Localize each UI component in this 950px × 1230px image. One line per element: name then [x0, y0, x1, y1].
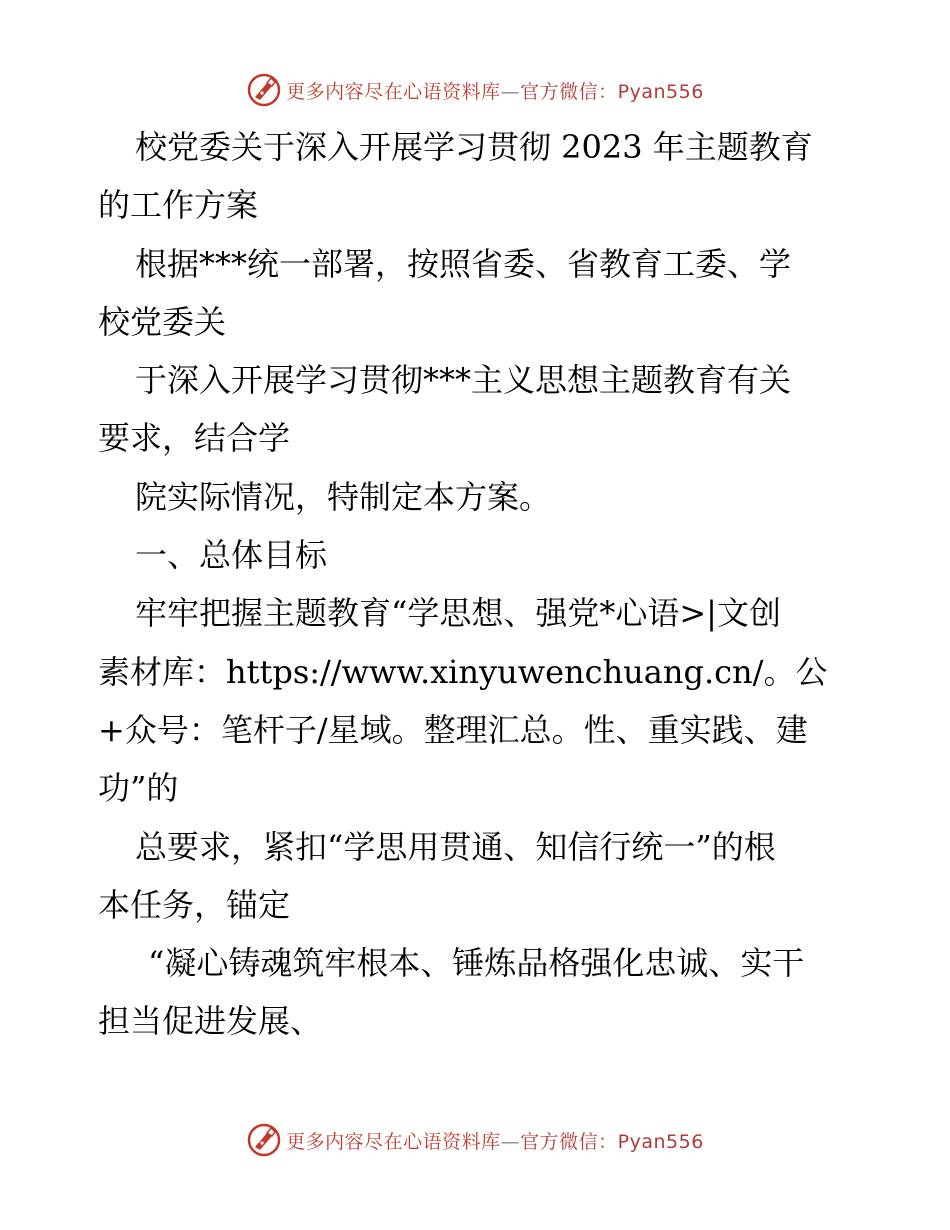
- pen-nib-logo-icon: [246, 72, 282, 108]
- banner-separator: —: [500, 1130, 521, 1153]
- paragraph-line: 素材库：https://www.xinyuwenchuang.cn/。公: [98, 652, 828, 691]
- paragraph-line: 本任务，锚定: [98, 885, 291, 924]
- paragraph-line: 功”的: [98, 769, 179, 808]
- paragraph-line: 担当促进发展、: [98, 1002, 323, 1041]
- paragraph-line: “凝心铸魂筑牢根本、锤炼品格强化忠诚、实干: [148, 944, 805, 983]
- paragraph-line: 院实际情况，特制定本方案。: [135, 477, 552, 516]
- footer-banner: [0, 1120, 950, 1160]
- paragraph-line: 于深入开展学习贯彻***主义思想主题教育有关: [135, 361, 792, 400]
- header-banner: [0, 70, 950, 110]
- paragraph-line: 牢牢把握主题教育“学思想、强党*心语>|文创: [135, 594, 781, 633]
- paragraph-line: 根据***统一部署，按照省委、省教育工委、学: [135, 244, 792, 283]
- wechat-text: 官方微信：Pyan556: [520, 1130, 704, 1153]
- document-body: [98, 118, 858, 1051]
- wechat-text: 官方微信：Pyan556: [520, 80, 704, 103]
- brand-text: 更多内容尽在心语资料库: [286, 80, 501, 103]
- document-title-line-2: 的工作方案: [98, 186, 259, 225]
- document-title-line-1: 校党委关于深入开展学习贯彻 2023 年主题教育: [135, 128, 813, 166]
- section-heading: 一、总体目标: [135, 536, 328, 575]
- paragraph-line: 校党委关: [98, 302, 227, 341]
- paragraph-line: 要求，结合学: [98, 419, 291, 458]
- footer-banner-text: [286, 1127, 704, 1154]
- header-banner-text: [286, 77, 704, 104]
- brand-text: 更多内容尽在心语资料库: [286, 1130, 501, 1153]
- paragraph-line: 总要求，紧扣“学思用贯通、知信行统一”的根: [135, 827, 776, 866]
- banner-separator: —: [500, 80, 521, 103]
- pen-nib-logo-icon: [246, 1122, 282, 1158]
- paragraph-line: +众号：笔杆子/星域。整理汇总。性、重实践、建: [98, 710, 808, 749]
